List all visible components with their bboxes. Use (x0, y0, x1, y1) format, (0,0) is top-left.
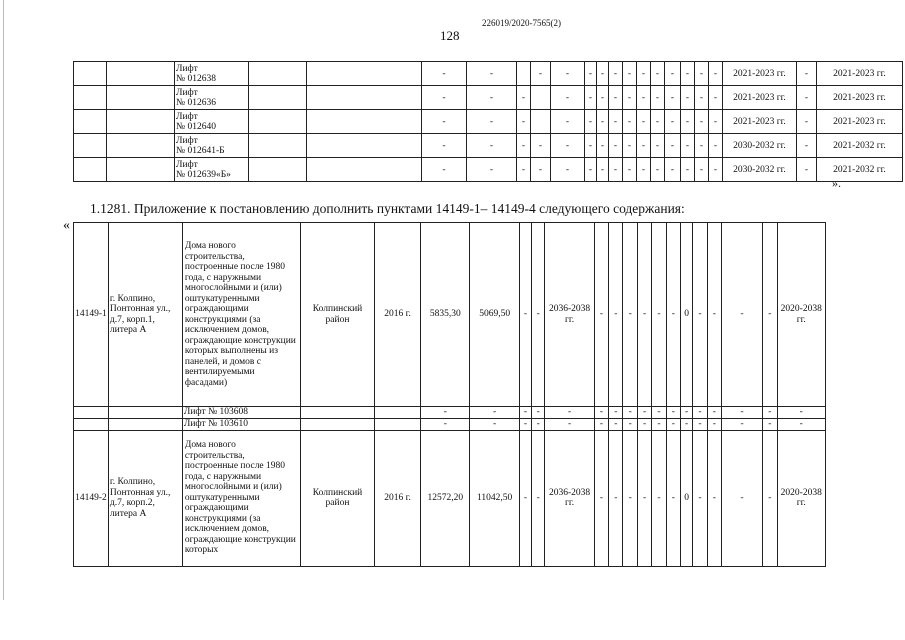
table-cell: - (609, 430, 623, 566)
page-number: 128 (440, 28, 460, 43)
empty-cell (374, 407, 420, 419)
table-cell: - (422, 86, 467, 110)
table-cell: - (597, 86, 609, 110)
empty-cell (107, 62, 175, 86)
empty-cell (517, 62, 531, 86)
table-row (74, 430, 826, 566)
table-cell: - (532, 418, 545, 430)
table-cell: - (666, 407, 680, 419)
table-row (74, 134, 903, 158)
table-cell: - (722, 407, 763, 419)
table-cell: - (551, 86, 585, 110)
table-cell: - (693, 407, 707, 419)
table-cell: 2030-2032 гг. (723, 134, 797, 158)
table-cell: - (517, 134, 531, 158)
table-cell: - (637, 430, 651, 566)
table-cell: - (623, 223, 637, 407)
area-total: 12572,20 (421, 430, 470, 566)
table-cell: - (623, 430, 637, 566)
table-cell: - (609, 86, 623, 110)
amendment-paragraph: 1.1281. Приложение к постановлению дополнить пунктами 14149-1– 14149-4 следующего содержания: (90, 201, 685, 216)
table-cell: - (585, 62, 597, 86)
empty-cell (108, 418, 182, 430)
object-name: Лифт № 012639«Б» (175, 158, 249, 182)
table-cell: - (695, 134, 709, 158)
empty-cell (307, 110, 422, 134)
table-cell: - (709, 86, 723, 110)
closing-quote: ». (832, 176, 841, 190)
empty-cell (74, 62, 107, 86)
table-cell: - (422, 110, 467, 134)
table-cell: - (722, 430, 763, 566)
table-cell: - (519, 430, 531, 566)
top-table (73, 61, 903, 182)
district: Колпинский район (301, 430, 375, 566)
table-cell: - (585, 158, 597, 182)
table-cell: - (609, 158, 623, 182)
table-cell: - (623, 407, 637, 419)
table-cell: - (609, 407, 623, 419)
table-cell: - (517, 110, 531, 134)
table-cell: - (517, 86, 531, 110)
table-cell: - (763, 418, 777, 430)
table-cell: 2021-2032 гг. (817, 158, 903, 182)
table-cell: - (695, 62, 709, 86)
table-cell: - (695, 86, 709, 110)
empty-cell (307, 86, 422, 110)
table-row (74, 86, 903, 110)
table-cell: - (421, 418, 470, 430)
table-cell: - (652, 407, 666, 419)
table-cell: - (467, 110, 517, 134)
table-cell: - (695, 110, 709, 134)
table-cell: - (585, 134, 597, 158)
table-row (74, 407, 826, 419)
table-cell: - (707, 223, 721, 407)
table-cell: - (637, 158, 651, 182)
table-cell: - (763, 407, 777, 419)
table-cell: - (609, 62, 623, 86)
table-cell: - (637, 110, 651, 134)
scan-edge-line (3, 0, 4, 600)
table-cell: - (609, 418, 623, 430)
empty-cell (249, 158, 307, 182)
table-row (74, 110, 903, 134)
table-cell: - (517, 158, 531, 182)
table-cell: - (609, 110, 623, 134)
table-cell: - (665, 110, 681, 134)
empty-cell (249, 62, 307, 86)
table-cell: - (597, 110, 609, 134)
table-cell: - (722, 418, 763, 430)
empty-cell (531, 86, 551, 110)
item-number: 14149-2 (74, 430, 109, 566)
table-cell: 0 (680, 223, 692, 407)
empty-cell (107, 158, 175, 182)
table-cell: - (532, 407, 545, 419)
table-cell: - (545, 407, 594, 419)
table-cell: - (609, 134, 623, 158)
object-name: Лифт № 012638 (175, 62, 249, 86)
table-cell: - (652, 418, 666, 430)
empty-cell (107, 110, 175, 134)
building-description: Дома нового строительства, построенные после 1980 года, с наружными многослойными и (или) оштукатуренными ограждающими конструкциями (за исключением домов, ограждающие конструкции которых выполнены из панелей, и домов с вентилируемыми фасадами) (182, 223, 300, 407)
table-cell: - (681, 86, 695, 110)
table-cell: - (666, 223, 680, 407)
table-cell: - (680, 418, 692, 430)
table-cell: - (597, 158, 609, 182)
building-description: Дома нового строительства, построенные после 1980 года, с наружными многослойными и (или) оштукатуренными ограждающими конструкциями (за исключением домов, ограждающие конструкции которых (182, 430, 300, 566)
table-cell: - (665, 62, 681, 86)
table-cell: - (797, 110, 817, 134)
item-number: 14149-1 (74, 223, 109, 407)
empty-cell (74, 158, 107, 182)
empty-cell (249, 86, 307, 110)
table-cell: - (637, 86, 651, 110)
area-total: 5835,30 (421, 223, 470, 407)
table-cell: - (709, 158, 723, 182)
table-cell: - (467, 86, 517, 110)
table-cell: - (623, 62, 637, 86)
empty-cell (74, 134, 107, 158)
table-cell: - (421, 407, 470, 419)
table-cell: - (797, 134, 817, 158)
table-cell: - (651, 62, 665, 86)
table-cell: 2021-2032 гг. (817, 134, 903, 158)
lift-label: Лифт № 103608 (182, 407, 300, 419)
table-cell: - (666, 418, 680, 430)
table-cell: - (531, 134, 551, 158)
empty-cell (249, 134, 307, 158)
empty-cell (301, 407, 375, 419)
document-number: 226019/2020-7565(2) (482, 18, 561, 28)
table-cell: - (623, 86, 637, 110)
table-cell: - (707, 430, 721, 566)
empty-cell (249, 110, 307, 134)
table-cell: - (422, 158, 467, 182)
table-cell: - (545, 418, 594, 430)
table-cell: - (680, 407, 692, 419)
year: 2016 г. (374, 223, 420, 407)
table-cell: - (585, 110, 597, 134)
table-cell: - (637, 134, 651, 158)
empty-cell (374, 418, 420, 430)
table-cell: - (597, 62, 609, 86)
table-cell: - (695, 158, 709, 182)
table-cell: - (531, 62, 551, 86)
table-cell: 2021-2023 гг. (817, 110, 903, 134)
table-cell: - (797, 86, 817, 110)
empty-cell (301, 418, 375, 430)
table-cell: - (594, 418, 608, 430)
table-cell: - (594, 430, 608, 566)
table-cell: - (532, 430, 545, 566)
empty-cell (74, 86, 107, 110)
table-row (74, 223, 826, 407)
table-cell: - (777, 407, 826, 419)
table-cell: - (763, 223, 777, 407)
table-cell: - (651, 134, 665, 158)
table-cell: - (623, 110, 637, 134)
year: 2016 г. (374, 430, 420, 566)
empty-cell (307, 158, 422, 182)
total-period: 2020-2038 гг. (777, 430, 826, 566)
district: Колпинский район (301, 223, 375, 407)
table-row (74, 62, 903, 86)
table-cell: 2021-2023 гг. (723, 110, 797, 134)
object-name: Лифт № 012636 (175, 86, 249, 110)
table-cell: - (623, 158, 637, 182)
area-living: 5069,50 (470, 223, 519, 407)
total-period: 2020-2038 гг. (777, 223, 826, 407)
empty-cell (107, 134, 175, 158)
main-table (73, 222, 826, 567)
table-cell: - (531, 158, 551, 182)
table-cell: - (665, 86, 681, 110)
table-cell: - (551, 158, 585, 182)
years-cell: 2021-2023 гг. (723, 62, 797, 86)
empty-cell (107, 86, 175, 110)
table-cell: 0 (680, 430, 692, 566)
table-cell: - (637, 223, 651, 407)
empty-cell (74, 110, 107, 134)
opening-quote: « (63, 218, 70, 233)
table-cell: - (652, 430, 666, 566)
table-cell: - (665, 158, 681, 182)
object-name: Лифт № 012641-Б (175, 134, 249, 158)
table-cell: - (470, 418, 519, 430)
table-cell: - (519, 223, 531, 407)
empty-cell (307, 62, 422, 86)
table-cell: - (797, 62, 817, 86)
empty-cell (307, 134, 422, 158)
table-cell: - (532, 223, 545, 407)
table-cell: - (470, 407, 519, 419)
table-cell: - (666, 430, 680, 566)
years-cell: 2021-2023 гг. (817, 62, 903, 86)
address: г. Колпино, Понтонная ул., д.7, корп.2, литера А (108, 430, 182, 566)
table-cell: - (709, 110, 723, 134)
table-cell: - (722, 223, 763, 407)
table-cell: - (651, 158, 665, 182)
empty-cell (531, 110, 551, 134)
table-cell: - (551, 62, 585, 86)
table-cell: - (519, 418, 531, 430)
empty-cell (74, 418, 109, 430)
table-cell: 2021-2023 гг. (817, 86, 903, 110)
table-cell: - (637, 418, 651, 430)
table-cell: - (623, 134, 637, 158)
repair-period: 2036-2038 гг. (545, 430, 594, 566)
table-cell: - (467, 62, 517, 86)
table-cell: - (585, 86, 597, 110)
address: г. Колпино, Понтонная ул., д.7, корп.1, литера А (108, 223, 182, 407)
table-cell: - (597, 134, 609, 158)
table-cell: - (693, 430, 707, 566)
table-cell: - (422, 62, 467, 86)
table-cell: - (551, 134, 585, 158)
table-cell: - (623, 418, 637, 430)
table-cell: - (637, 407, 651, 419)
table-cell: - (594, 407, 608, 419)
table-cell: - (797, 158, 817, 182)
table-cell: - (693, 223, 707, 407)
table-cell: - (709, 134, 723, 158)
table-cell: - (707, 407, 721, 419)
table-cell: - (763, 430, 777, 566)
table-cell: - (651, 110, 665, 134)
empty-cell (74, 407, 109, 419)
table-cell: - (665, 134, 681, 158)
table-cell: - (681, 134, 695, 158)
table-cell: - (467, 134, 517, 158)
table-cell: - (519, 407, 531, 419)
table-cell: - (681, 62, 695, 86)
table-cell: 2021-2023 гг. (723, 86, 797, 110)
table-cell: - (422, 134, 467, 158)
table-cell: - (467, 158, 517, 182)
repair-period: 2036-2038 гг. (545, 223, 594, 407)
table-cell: - (594, 223, 608, 407)
table-cell: - (681, 158, 695, 182)
table-row (74, 418, 826, 430)
table-cell: - (709, 62, 723, 86)
table-cell: 2030-2032 гг. (723, 158, 797, 182)
table-row (74, 158, 903, 182)
table-cell: - (707, 418, 721, 430)
empty-cell (108, 407, 182, 419)
table-cell: - (681, 110, 695, 134)
table-cell: - (609, 223, 623, 407)
table-cell: - (651, 86, 665, 110)
area-living: 11042,50 (470, 430, 519, 566)
table-cell: - (652, 223, 666, 407)
table-cell: - (693, 418, 707, 430)
object-name: Лифт № 012640 (175, 110, 249, 134)
table-cell: - (551, 110, 585, 134)
table-cell: - (637, 62, 651, 86)
table-cell: - (777, 418, 826, 430)
lift-label: Лифт № 103610 (182, 418, 300, 430)
